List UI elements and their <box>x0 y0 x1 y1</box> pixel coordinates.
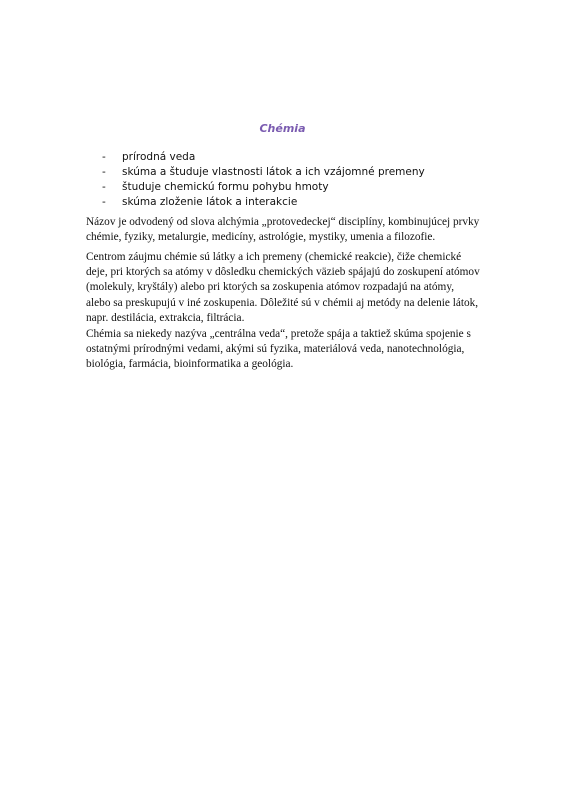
page-title: Chémia <box>259 122 306 135</box>
list-item-text: študuje chemickú formu pohybu hmoty <box>122 181 329 193</box>
paragraph-etymology: Názov je odvodený od slova alchýmia „protovedeckej“ disciplíny, kombinujúcej prvky chémie, fyziky, metalurgie, medicíny, astrológie, mystiky, umenia a filozofie. <box>86 216 480 244</box>
list-item-text: skúma a študuje vlastnosti látok a ich vzájomné premeny <box>122 166 425 178</box>
bullet-marker: - <box>102 196 106 208</box>
paragraph-central-science: Chémia sa niekedy nazýva „centrálna veda“, pretože spája a taktiež skúma spojenie s ostatnými prírodnými vedami, akými sú fyzika, materiálová veda, nanotechnológia, biológia, farmácia, bioinformatika a geológia. <box>86 328 471 371</box>
list-item-text: prírodná veda <box>122 151 196 163</box>
list-item <box>100 195 425 210</box>
paragraph-focus: Centrom záujmu chémie sú látky a ich premeny (chemické reakcie), čiže chemické deje, pri ktorých sa atómy v dôsledku chemických väzieb spájajú do zoskupení atómov (molekuly, kryštály) alebo pri ktorých sa zoskupenia atómov rozpadajú na atómy, alebo sa preskupujú v iné zoskupenia. Dôležité sú v chémii aj metódy na delenie látok, napr. destilácia, extrakcia, filtrácia. <box>86 251 480 324</box>
bullet-list <box>100 150 425 210</box>
bullet-marker: - <box>102 181 106 193</box>
bullet-marker: - <box>102 151 106 163</box>
bullet-marker: - <box>102 166 106 178</box>
list-item <box>100 180 425 195</box>
list-item-text: skúma zloženie látok a interakcie <box>122 196 298 208</box>
list-item <box>100 150 425 165</box>
list-item <box>100 165 425 180</box>
